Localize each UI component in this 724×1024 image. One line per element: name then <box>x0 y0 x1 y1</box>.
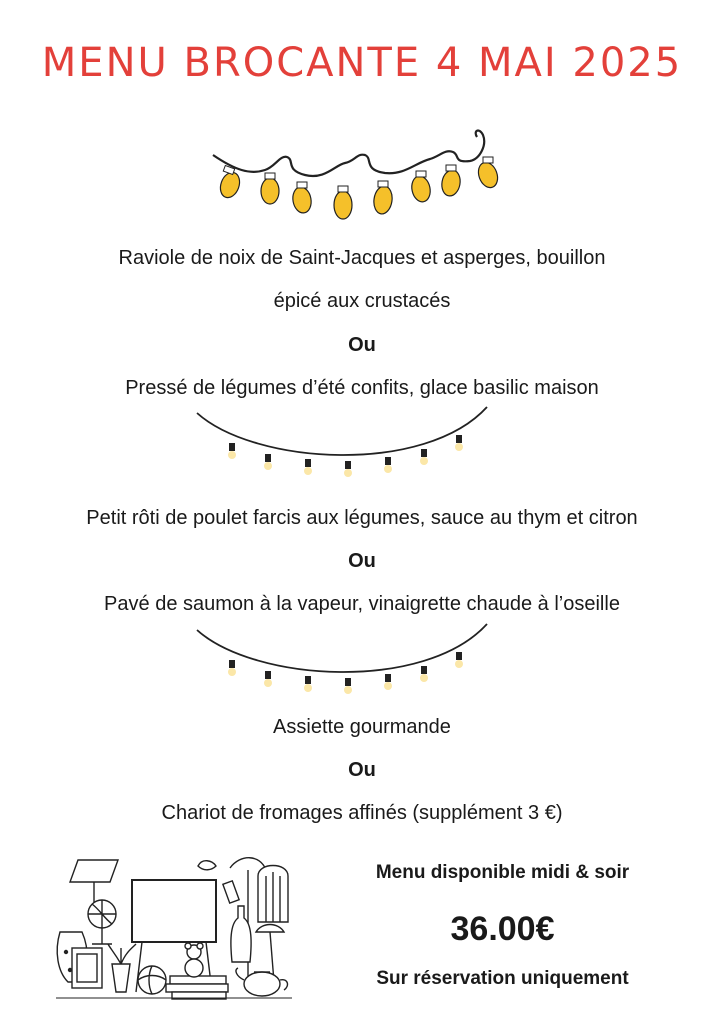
dessert-option-2: Chariot de fromages affinés (supplément 3 €) <box>161 802 563 824</box>
string-lights-icon <box>195 622 495 702</box>
entree-option-2: Pressé de légumes d’été confits, glace basilic maison <box>125 377 599 399</box>
plat-option-1: Petit rôti de poulet farcis aux légumes, sauce au thym et citron <box>86 507 638 529</box>
dessert-option-1: Assiette gourmande <box>273 716 451 738</box>
plat-separator: Ou <box>348 550 376 572</box>
reservation-text: Sur réservation uniquement <box>376 968 629 989</box>
yellow-string-lights-icon <box>205 125 505 225</box>
dessert-separator: Ou <box>348 759 376 781</box>
price: 36.00€ <box>450 910 555 948</box>
plat-option-2: Pavé de saumon à la vapeur, vinaigrette chaude à l’oseille <box>104 593 620 615</box>
entree-option-1-line-1: Raviole de noix de Saint-Jacques et asperges, bouillon <box>118 247 606 269</box>
availability-text: Menu disponible midi & soir <box>375 862 630 883</box>
entree-option-1-line-2: épicé aux crustacés <box>273 290 451 312</box>
brocante-items-illustration <box>52 852 297 1002</box>
string-lights-icon <box>195 405 495 485</box>
menu-title: MENU BROCANTE 4 MAI 2025 <box>41 40 683 86</box>
entree-separator: Ou <box>348 334 376 356</box>
